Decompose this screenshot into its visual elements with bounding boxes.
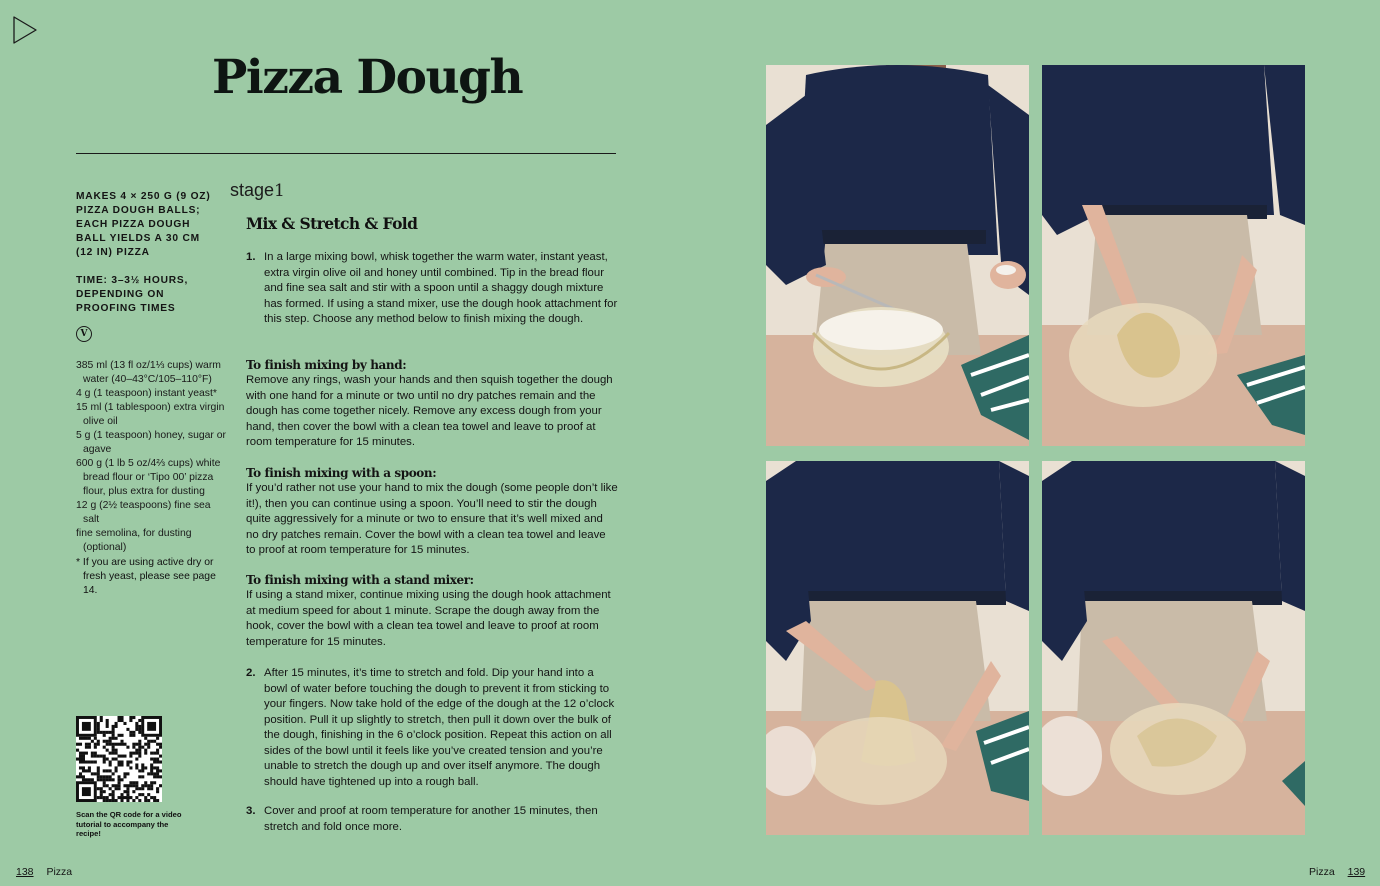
left-section-name: Pizza (46, 866, 73, 878)
step-1 (246, 250, 618, 328)
method-heading: To finish mixing by hand: (246, 358, 407, 372)
method-text: If you’d rather not use your hand to mix the dough (some people don’t like it!), then you can continue using a spoon. You’ll need to stir the dough quite aggressively for a minute or two to ensure that it’s well mixed and no dry patches remain. Cover the bowl with a clean tea towel and leave to proof at room temperature for 15 minutes. (246, 482, 618, 556)
ingredient-item: 4 g (1 teaspoon) instant yeast* (76, 388, 217, 399)
ingredient-item: 385 ml (13 fl oz/1⅓ cups) warm water (40–43°C/105–110°F) (76, 360, 221, 385)
step-text: In a large mixing bowl, whisk together the warm water, instant yeast, extra virgin olive oil and honey until combined. Tip in the bread flour and fine sea salt and stir with a spoon until a shaggy dough mixture has formed. If using a stand mixer, use the dough hook attachment for this step. Choose any method below to finish mixing the dough. (264, 251, 618, 325)
play-triangle-icon (12, 15, 38, 45)
section-title: Mix & Stretch & Fold (246, 214, 418, 233)
qr-caption: Scan the QR code for a video tutorial to accompany the recipe! (76, 810, 182, 839)
step-3 (246, 804, 618, 835)
method-text: If using a stand mixer, continue mixing using the dough hook attachment at medium speed for about 1 minute. Scrape the dough away from the hook, cover the bowl with a clean tea towel and leave to proof at room temperature for 15 minutes. (246, 589, 611, 648)
title-divider (76, 153, 616, 154)
ingredient-item: 12 g (2½ teaspoons) fine sea salt (76, 500, 211, 525)
step-text: Cover and proof at room temperature for another 15 minutes, then stretch and fold once more. (264, 805, 598, 833)
stage-label (230, 180, 285, 201)
photo-hand-mix (1042, 65, 1305, 446)
method-heading: To finish mixing with a spoon: (246, 466, 437, 480)
step-number: 1. (246, 251, 256, 263)
step-number: 2. (246, 667, 256, 679)
page-title: Pizza Dough (212, 50, 523, 105)
right-section-name: Pizza (1309, 866, 1335, 878)
step-number: 3. (246, 805, 256, 817)
photo-fold-dough (1042, 461, 1305, 835)
method-heading: To finish mixing with a stand mixer: (246, 573, 474, 587)
ingredient-item: 600 g (1 lb 5 oz/4⅔ cups) white bread flour or ‘Tipo 00’ pizza flour, plus extra for dusting (76, 458, 221, 497)
time-info: TIME: 3–3½ HOURS, DEPENDING ON PROOFING TIMES (76, 275, 189, 314)
method-text: Remove any rings, wash your hands and then squish together the dough with one hand for a minute or two until no dry patches remain and the dough has come together nicely. Remove any excess dough from your hand, then cover the bowl with a clean tea towel and leave to proof at room temperature for 15 minutes. (246, 374, 613, 448)
ingredients-list (76, 359, 226, 555)
step-text: After 15 minutes, it’s time to stretch and fold. Dip your hand into a bowl of water before touching the dough to prevent it from sticking to your fingers. Now take hold of the edge of the dough at the 12 o’clock position. Pull it up slightly to stretch, then pull it down over the bulk of the dough, finishing in the 6 o’clock position. Repeat this action on all sides of the bowl until it feels like you’ve created tension and you’re unable to stretch the dough up and over itself anymore. The dough should have tightened up into a rough ball. (264, 667, 615, 788)
photo-stretch-dough (766, 461, 1029, 835)
vegetarian-icon: V (76, 326, 92, 342)
stage-number: 1 (274, 181, 285, 201)
qr-code[interactable] (76, 716, 162, 802)
photo-whisk-flour (766, 65, 1029, 446)
method-mixer (246, 572, 618, 650)
ingredient-item: fine semolina, for dusting (optional) (76, 528, 192, 553)
yield-info: MAKES 4 × 250 G (9 OZ) PIZZA DOUGH BALLS; EACH PIZZA DOUGH BALL YIELDS A 30 CM (12 IN) PIZZA (76, 191, 211, 258)
ingredient-item: 15 ml (1 tablespoon) extra virgin olive oil (76, 402, 225, 427)
ingredient-item: 5 g (1 teaspoon) honey, sugar or agave (76, 430, 226, 455)
stage-word: stage (230, 180, 275, 200)
right-page-number: 139 (1347, 866, 1366, 878)
left-folio (16, 866, 72, 878)
left-page-number: 138 (16, 866, 34, 878)
right-folio (1309, 866, 1365, 878)
method-hand (246, 357, 618, 451)
yeast-footnote: * If you are using active dry or fresh yeast, please see page 14. (76, 557, 216, 596)
method-spoon (246, 465, 618, 559)
step-2 (246, 666, 618, 790)
